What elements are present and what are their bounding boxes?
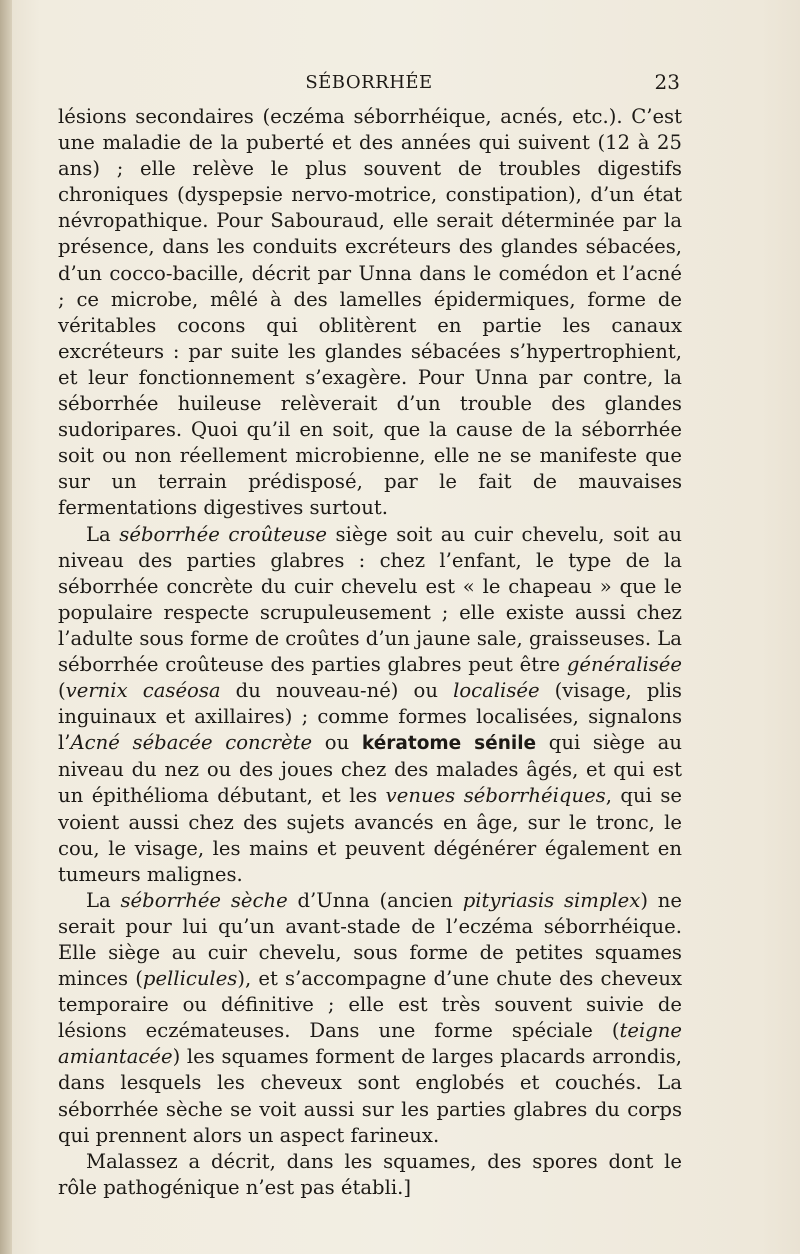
italic-term: généralisée [566, 652, 682, 676]
paragraph-text: Malassez a décrit, dans les squames, des spores dont le rôle pathogénique n’est pas établi.] [58, 1149, 682, 1199]
text-run: (visage, plis inguinaux et axillaires) ; comme formes localisées, signalons l’ [58, 679, 682, 755]
text-run: La [86, 888, 121, 912]
italic-term: venues séborrhéiques [385, 784, 606, 808]
page-header [58, 70, 680, 98]
italic-term: vernix caséosa [65, 679, 221, 703]
paragraph-1 [58, 104, 682, 522]
italic-term: séborrhée sèche [120, 888, 288, 912]
text-run: La [86, 522, 120, 546]
text-run: ou [312, 731, 362, 755]
italic-term: pityriasis simplex [462, 888, 641, 912]
paragraph-text: lésions secondaires (eczéma séborrhéique, acnés, etc.). C’est une maladie de la puberté et des années qui suivent (12 à 25 ans) ; elle relève le plus souvent de troubles digestifs chroniques (dyspepsie nervo-motrice, constipation), d’un état névropathique. Pour Sabouraud, elle serait déterminée par la présence, dans les conduits excréteurs des glandes sébacées, d’un cocco-bacille, décrit par Unna dans le comédon et l’acné ; ce microbe, mêlé à des lamelles épidermiques, forme de véritables cocons qui oblitèrent en partie les canaux excréteurs : par suite les glandes sébacées s’hypertrophient, et leur fonctionnement s’exagère. Pour Unna par contre, la séborrhée huileuse relèverait d’un trouble des glandes sudoripares. Quoi qu’il en soit, que la cause de la séborrhée soit ou non réellement microbienne, elle ne se manifeste que sur un terrain prédisposé, par le fait de mauvaises fermentations digestives surtout. [58, 105, 682, 520]
text-run: ( [58, 679, 66, 703]
italic-term: séborrhée croûteuse [119, 522, 327, 546]
text-run: ), et s’accompagne d’une chute des cheveux temporaire ou définitive ; elle est très souvent suivie de lésions eczémateuses. Dans une forme spéciale ( [58, 967, 682, 1043]
text-run: , qui se voient aussi chez des sujets avancés en âge, sur le tronc, le cou, le visage, les mains et peuvent dégénérer également en tumeurs malignes. [58, 784, 682, 886]
paragraph-3 [58, 888, 682, 1149]
italic-term: localisée [453, 679, 540, 703]
text-run: du nouveau-né) ou [220, 679, 454, 703]
running-title: SÉBORRHÉE [305, 72, 433, 93]
bold-term: kératome sénile [361, 733, 537, 755]
text-run: ) ne serait pour lui qu’un avant-stade de l’eczéma séborrhéique. Elle siège au cuir chevelu, sous forme de petites squames minces ( [58, 888, 682, 991]
page-number: 23 [654, 70, 680, 94]
text-run: ) les squames forment de larges placards arrondis, dans lesquels les cheveux sont englobés et couchés. La séborrhée sèche se voit aussi sur les parties glabres du corps qui prennent alors un aspect farineux. [58, 1045, 682, 1147]
italic-term: teigne amiantacée [58, 1019, 682, 1069]
paragraph-4 [58, 1149, 682, 1201]
text-run: siège soit au cuir chevelu, soit au niveau des parties glabres : chez l’enfant, le type de la séborrhée concrète du cuir chevelu est « le chapeau » que le populaire respecte scrupuleusement ; elle existe aussi chez l’adulte sous forme de croûtes d’un jaune sale, graisseuses. La séborrhée croûteuse des parties glabres peut être [58, 522, 682, 676]
text-run: d’Unna (ancien [287, 888, 463, 912]
body-text [58, 104, 682, 1201]
italic-term: pellicules [142, 967, 238, 991]
page-binding-edge [0, 0, 12, 1254]
text-run: qui siège au niveau du nez ou des joues chez des malades âgés, et qui est un épithélioma débutant, et les [58, 731, 682, 808]
italic-term: Acné sébacée concrète [70, 731, 313, 755]
paragraph-2 [58, 522, 682, 888]
